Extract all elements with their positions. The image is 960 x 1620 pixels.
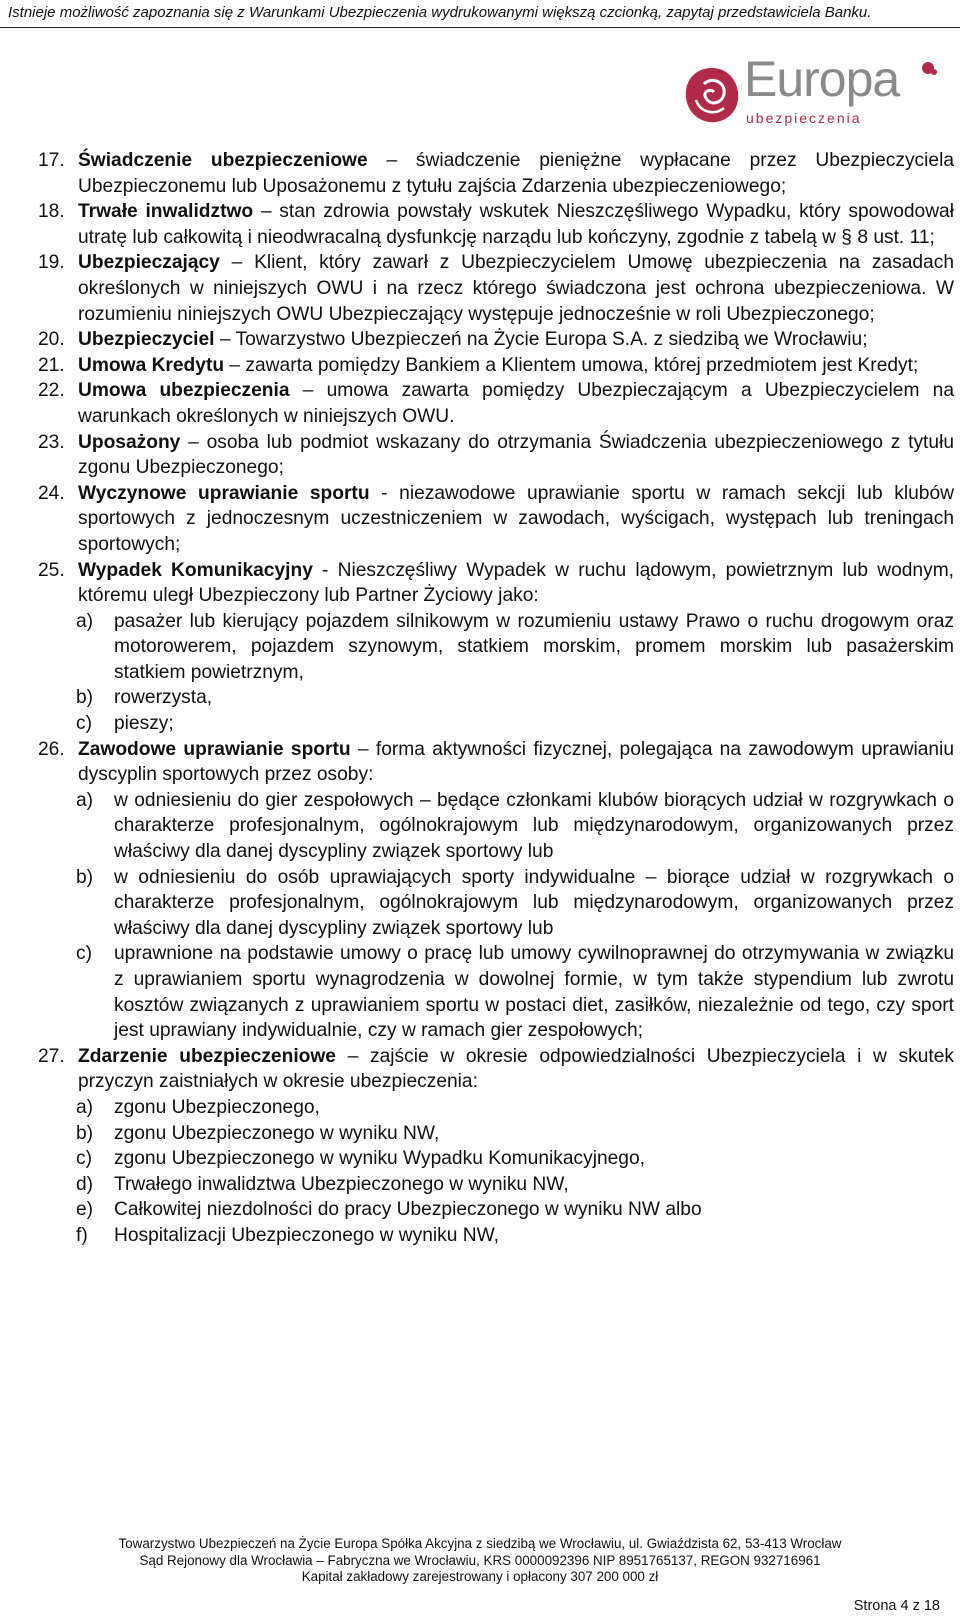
sub-item-text: zgonu Ubezpieczonego w wyniku NW, <box>114 1122 440 1144</box>
item-term: Trwałe inwalidztwo <box>78 201 254 223</box>
logo-word: Europa <box>744 51 900 107</box>
item-term: Ubezpieczający <box>78 252 220 274</box>
sub-item-text: uprawnione na podstawie umowy o pracę lub umowy cywilnoprawnej do otrzymywania w związku z uprawianiem sportu wynagrodzenia w dowolnej formie, w tym także stypendium lub zwrotu kosztów związanych z uprawianiem sportu w postaci diet, zasiłków, niezależnie od tego, czy sport jest uprawiany indywidualnie, czy w ramach gier zespołowych; <box>114 943 954 1042</box>
item-term: Wypadek Komunikacyjny <box>78 559 313 581</box>
item-number: 22. <box>38 380 65 402</box>
item-number: 21. <box>38 354 65 376</box>
item-number: 20. <box>38 329 65 351</box>
top-banner <box>0 0 960 28</box>
sub-item-text: Całkowitej niezdolności do pracy Ubezpieczonego w wyniku NW albo <box>114 1199 702 1221</box>
definitions-list <box>38 148 954 1249</box>
definition-item <box>38 737 954 788</box>
sub-item <box>38 1146 954 1172</box>
sub-item-letter: c) <box>76 713 92 735</box>
sub-item-letter: e) <box>76 1199 94 1221</box>
item-text: – zawarta pomiędzy Bankiem a Klientem umowa, której przedmiotem jest Kredyt; <box>224 354 919 376</box>
sub-item-text: Trwałego inwalidztwa Ubezpieczonego w wyniku NW, <box>114 1173 569 1195</box>
sub-item <box>38 1223 954 1249</box>
item-term: Ubezpieczyciel <box>78 329 215 351</box>
item-number: 24. <box>38 482 65 504</box>
page-number: Strona 4 z 18 <box>853 1598 940 1614</box>
sub-item-text: w odniesieniu do osób uprawiających sporty indywidualne – biorące udział w rozgrywkach o charakterze profesjonalnym, ogólnokrajowym lub międzynarodowym, organizowanych przez właściwy dla danej dyscypliny związek sportowy lub <box>114 866 954 939</box>
sub-item <box>38 788 954 865</box>
sub-item-letter: c) <box>76 1148 92 1170</box>
item-term: Umowa ubezpieczenia <box>78 380 290 402</box>
definition-item <box>38 481 954 558</box>
logo-dot-small <box>931 69 937 75</box>
sub-item <box>38 711 954 737</box>
sub-item-letter: a) <box>76 610 94 632</box>
sub-item <box>38 1172 954 1198</box>
footer <box>0 1536 960 1586</box>
item-term: Świadczenie ubezpieczeniowe <box>78 150 368 171</box>
definition-item <box>38 327 954 353</box>
definition-item <box>38 378 954 429</box>
sub-item <box>38 1197 954 1223</box>
sub-item-text: pasażer lub kierujący pojazdem silnikowym w rozumieniu ustawy Prawo o ruchu drogowym oraz motorowerem, pojazdem szynowym, statkiem morskim, promem morskim lub pasażerskim statkiem powietrznym, <box>114 610 954 683</box>
definition-item <box>38 199 954 250</box>
sub-item-letter: b) <box>76 687 94 709</box>
sub-item <box>38 1121 954 1147</box>
logo-subtitle: ubezpieczenia <box>746 110 862 126</box>
sub-item <box>38 865 954 942</box>
definition-item <box>38 1044 954 1095</box>
item-text: – osoba lub podmiot wskazany do otrzymania Świadczenia ubezpieczeniowego z tytułu zgonu Ubezpieczonego; <box>78 431 954 479</box>
rose-icon <box>682 64 742 126</box>
sub-item-text: zgonu Ubezpieczonego, <box>114 1096 320 1118</box>
sub-item-text: rowerzysta, <box>114 687 213 709</box>
definition-item <box>38 430 954 481</box>
europa-logo <box>682 51 942 130</box>
item-number: 23. <box>38 431 65 453</box>
definition-item <box>38 558 954 609</box>
item-text: – Klient, który zawarł z Ubezpieczycielem Umowę ubezpieczenia na zasadach określonych w niniejszych OWU i na rzecz którego świadczona jest ochrona ubezpieczeniowa. W rozumieniu niniejszych OWU Ubezpieczający występuje jednocześnie w roli Ubezpieczonego; <box>78 252 954 325</box>
sub-item-letter: f) <box>76 1224 88 1246</box>
sub-item-text: w odniesieniu do gier zespołowych – będące członkami klubów biorących udział w rozgrywkach o charakterze profesjonalnym, ogólnokrajowym lub międzynarodowym, organizowanych przez właściwy dla danej dyscypliny związek sportowy lub <box>114 789 954 863</box>
footer-line: Towarzystwo Ubezpieczeń na Życie Europa Spółka Akcyjna z siedzibą we Wrocławiu, ul. Gwiaździsta 62, 53-413 Wrocław <box>118 1536 842 1551</box>
sub-item-text: Hospitalizacji Ubezpieczonego w wyniku NW, <box>114 1224 499 1246</box>
item-text: - niezawodowe uprawianie sportu w ramach sekcji lub klubów sportowych z jednoczesnym uczestniczeniem w zawodach, wyścigach, występach lub treningach sportowych; <box>78 482 954 555</box>
definition-item <box>38 353 954 379</box>
sub-item <box>38 609 954 686</box>
item-term: Wyczynowe uprawianie sportu <box>78 482 370 504</box>
footer-line: Kapitał zakładowy zarejestrowany i opłacony 307 200 000 zł <box>301 1569 659 1584</box>
item-text: – umowa zawarta pomiędzy Ubezpieczającym a Ubezpieczycielem na warunkach określonych w niniejszych OWU. <box>78 380 954 427</box>
definition-item <box>38 250 954 327</box>
sub-item-letter: d) <box>76 1173 94 1195</box>
sub-item-letter: a) <box>76 789 94 811</box>
definition-item <box>38 148 954 199</box>
item-text: – stan zdrowia powstały wskutek Nieszczęśliwego Wypadku, który spowodował utratę lub całkowitą i nieodwracalną dysfunkcję narządu lub kończyny, zgodnie z tabelą w § 8 ust. 11; <box>78 201 954 248</box>
item-number: 18. <box>38 201 65 223</box>
item-number: 27. <box>38 1045 65 1067</box>
sub-item-letter: c) <box>76 943 92 965</box>
sub-item-text: pieszy; <box>114 713 174 735</box>
item-text: – forma aktywności fizycznej, polegająca na zawodowym uprawianiu dyscyplin sportowych przez osoby: <box>78 738 954 786</box>
banner-text: Istnieje możliwość zapoznania się z Warunkami Ubezpieczenia wydrukowanymi większą czcionką, zapytaj przedstawiciela Banku. <box>8 4 872 21</box>
footer-line: Sąd Rejonowy dla Wrocławia – Fabryczna we Wrocławiu, KRS 0000092396 NIP 8951765137, REGON 932716961 <box>139 1552 821 1568</box>
item-number: 17. <box>38 150 65 171</box>
sub-item <box>38 685 954 711</box>
item-term: Zawodowe uprawianie sportu <box>78 738 351 760</box>
item-text: – świadczenie pieniężne wypłacane przez Ubezpieczyciela Ubezpieczonemu lub Uposażonemu z tytułu zajścia Zdarzenia ubezpieczeniowego; <box>78 150 954 197</box>
item-text: – zajście w okresie odpowiedzialności Ubezpieczyciela i w skutek przyczyn zaistniałych w okresie ubezpieczenia: <box>78 1045 954 1093</box>
sub-item <box>38 941 954 1043</box>
item-term: Uposażony <box>78 431 181 453</box>
item-text: - Nieszczęśliwy Wypadek w ruchu lądowym, powietrznym lub wodnym, któremu uległ Ubezpieczony lub Partner Życiowy jako: <box>78 559 955 607</box>
sub-item-letter: a) <box>76 1096 94 1118</box>
sub-item <box>38 1095 954 1121</box>
sub-item-letter: b) <box>76 866 94 888</box>
item-term: Zdarzenie ubezpieczeniowe <box>78 1045 336 1067</box>
item-number: 26. <box>38 738 65 760</box>
sub-item-letter: b) <box>76 1122 94 1144</box>
sub-item-text: zgonu Ubezpieczonego w wyniku Wypadku Komunikacyjnego, <box>114 1148 645 1170</box>
item-text: – Towarzystwo Ubezpieczeń na Życie Europa S.A. z siedzibą we Wrocławiu; <box>214 329 868 351</box>
item-term: Umowa Kredytu <box>78 354 225 376</box>
item-number: 19. <box>38 252 65 274</box>
item-number: 25. <box>38 559 65 581</box>
